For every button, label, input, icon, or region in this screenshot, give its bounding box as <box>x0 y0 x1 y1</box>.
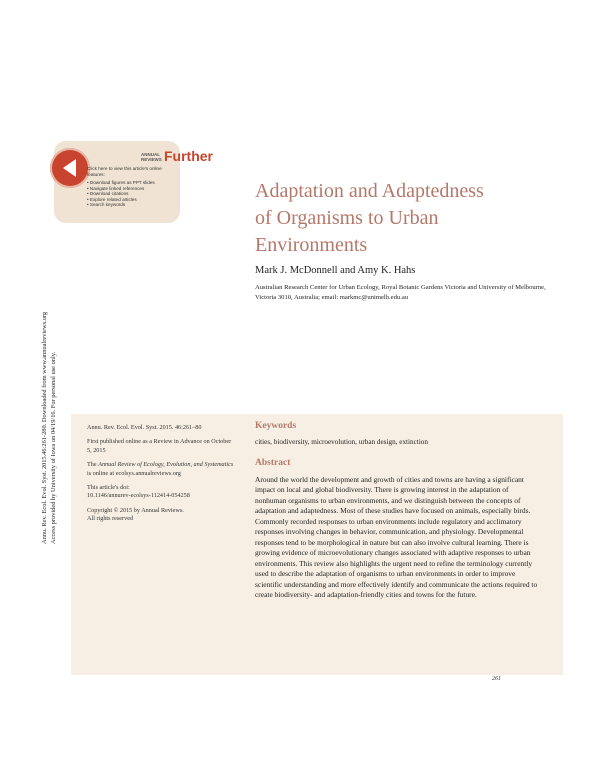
access-line: Access provided by University of Iowa on 04/19/16. For personal use only. <box>49 351 57 544</box>
journal-info: The Annual Review of Ecology, Evolution, and Systematics is online at ecolsys.annualreviews.org <box>87 461 234 477</box>
keywords-heading: Keywords <box>255 421 297 431</box>
keywords-text: cities, biodiversity, microevolution, urban design, extinction <box>255 438 428 446</box>
feature-ppt-slides[interactable]: • Download figures as PPT slides <box>87 180 155 186</box>
citation: Annu. Rev. Ecol. Evol. Syst. 2015. 46:261–80 <box>87 424 202 431</box>
doi-info: This article's doi: 10.1146/annurev-ecolsys-112414-054258 <box>87 484 190 500</box>
download-line: Annu. Rev. Ecol. Evol. Syst. 2015.46:261-280. Downloaded from www.annualreviews.org <box>41 311 48 544</box>
feature-related-articles[interactable]: • Explore related articles <box>87 197 155 203</box>
back-arrow-icon[interactable] <box>50 148 90 188</box>
first-published: First published online as a Review in Advance on October 5, 2015 <box>87 438 232 454</box>
copyright: Copyright © 2015 by Annual Reviews. All rights reserved <box>87 506 184 523</box>
page-number: 261 <box>492 676 501 682</box>
further-intro: Click here to view this article's online features: <box>87 166 162 177</box>
doi-link[interactable]: 10.1146/annurev-ecolsys-112414-054258 <box>87 492 190 500</box>
article-title: Adaptation and Adaptedness of Organisms to Urban Environments <box>255 180 484 256</box>
article-authors: Mark J. McDonnell and Amy K. Hahs <box>255 265 416 276</box>
feature-search-keywords[interactable]: • Search keywords <box>87 202 155 208</box>
further-feature-list <box>87 180 155 208</box>
abstract-text: Around the world the development and growth of cities and towns are having a significant impact on local and global biodiversity. There is growing interest in the adaptation of nonhuman organisms to urban environments, and we distinguish between the concepts of adaptation and adaptedness. Most of these studies have focused on animals, especially birds. Commonly recorded responses to urban environments include regulatory and acclimatory responses involving changes in behavior, communication, and physiology. Developmental responses tend to be morphological in nature but can also involve cultural learning. There is growing evidence of microevolutionary changes associated with adaptive responses to urban environments. This review also highlights the urgent need to refine the terminology currently used to describe the adaptation of organisms to urban environments in order to improve scientific understanding and more effectively identify and communicate the actions required to create biodiversity- and adaptation-friendly cities and towns for the future. <box>255 475 538 599</box>
author-affiliation: Australian Research Center for Urban Ecology, Royal Botanic Gardens Victoria and University of Melbourne, Victoria 3010, Australia; email: markmc@unimelb.edu.au <box>255 284 546 301</box>
feature-download-citations[interactable]: • Download citations <box>87 191 155 197</box>
further-title: Further <box>164 148 213 164</box>
abstract-heading: Abstract <box>255 458 291 468</box>
annual-reviews-logo: ANNUAL REVIEWS <box>141 152 162 162</box>
article-metadata <box>87 424 237 530</box>
further-badge[interactable] <box>54 141 213 223</box>
download-notice <box>41 244 58 544</box>
journal-name: Annual Review of Ecology, Evolution, and Systematics <box>98 461 234 469</box>
feature-linked-references[interactable]: • Navigate linked references <box>87 186 155 192</box>
